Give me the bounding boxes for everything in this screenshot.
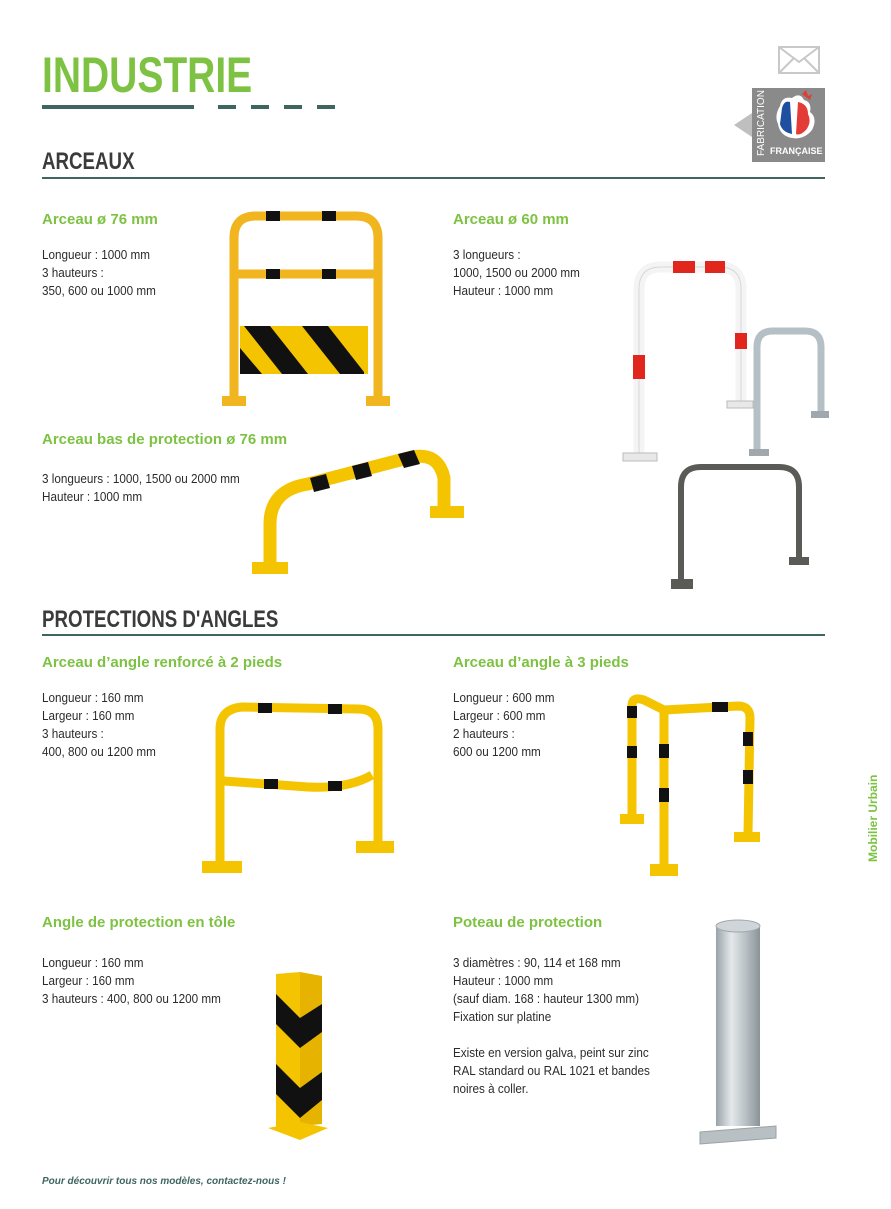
spec-line: 600 ou 1200 mm: [453, 744, 541, 759]
page-title: INDUSTRIE: [42, 47, 253, 103]
spec-line: 2 hauteurs :: [453, 726, 515, 741]
spec-line: Hauteur : 1000 mm: [453, 283, 554, 298]
product-title-arceau-60: Arceau ø 60 mm: [453, 211, 569, 228]
spec-line: noires à coller.: [453, 1081, 529, 1096]
product-title-poteau: Poteau de protection: [453, 914, 603, 931]
section-divider: [42, 634, 825, 636]
spec-line: Existe en version galva, peint sur zinc: [453, 1045, 649, 1060]
spec-line: Longueur : 160 mm: [42, 690, 144, 705]
spec-line: (sauf diam. 168 : hauteur 1300 mm): [453, 991, 640, 1006]
product-specs-arceau-60: [453, 246, 580, 300]
spec-line: Fixation sur platine: [453, 1009, 552, 1024]
side-category-label: [866, 762, 880, 862]
spec-line: 400, 800 ou 1200 mm: [42, 744, 156, 759]
product-specs-angle-2-pieds: [42, 689, 156, 761]
section-title-arceaux: ARCEAUX: [42, 148, 135, 175]
spec-line: 3 longueurs :: [453, 247, 521, 262]
arceau-bas-image: [248, 448, 468, 580]
product-specs-arceau-76: [42, 246, 156, 300]
spec-line: Largeur : 160 mm: [42, 973, 135, 988]
product-specs-angle-3-pieds: [453, 689, 554, 761]
badge-line2: FRANÇAISE: [770, 146, 823, 156]
spec-line: 3 hauteurs :: [42, 265, 104, 280]
spec-line: Longueur : 600 mm: [453, 690, 555, 705]
spec-line: 350, 600 ou 1000 mm: [42, 283, 156, 298]
title-underline: [42, 105, 194, 109]
title-dash: [284, 105, 302, 109]
spec-line: Largeur : 160 mm: [42, 708, 135, 723]
fabrication-francaise-badge: [752, 88, 825, 162]
product-title-angle-3-pieds: Arceau d’angle à 3 pieds: [453, 654, 629, 671]
envelope-icon[interactable]: [778, 46, 820, 74]
spec-line: Hauteur : 1000 mm: [453, 973, 554, 988]
spec-line: 3 hauteurs : 400, 800 ou 1200 mm: [42, 991, 221, 1006]
spec-line: Largeur : 600 mm: [453, 708, 546, 723]
spec-line: Hauteur : 1000 mm: [42, 489, 143, 504]
spec-line: Longueur : 160 mm: [42, 955, 144, 970]
spec-line: 3 diamètres : 90, 114 et 168 mm: [453, 955, 621, 970]
spec-line: 3 longueurs : 1000, 1500 ou 2000 mm: [42, 471, 240, 486]
arceau-76-image: [218, 208, 390, 410]
title-dash: [317, 105, 335, 109]
product-specs-arceau-bas: [42, 470, 240, 506]
product-title-arceau-76: Arceau ø 76 mm: [42, 211, 158, 228]
product-title-arceau-bas: Arceau bas de protection ø 76 mm: [42, 431, 288, 448]
badge-line1: FABRICATION: [756, 90, 767, 156]
angle-tole-image: [266, 968, 330, 1144]
spec-line: Longueur : 1000 mm: [42, 247, 150, 262]
product-title-angle-tole: Angle de protection en tôle: [42, 914, 236, 931]
product-specs-poteau: [453, 954, 650, 1098]
angle-2-pieds-image: [198, 695, 398, 880]
spec-line: 1000, 1500 ou 2000 mm: [453, 265, 580, 280]
spec-line: [453, 1026, 650, 1044]
footer-contact-note: Pour découvrir tous nos modèles, contactez-nous !: [42, 1176, 286, 1187]
angle-3-pieds-image: [618, 688, 768, 880]
badge-arrow: [734, 113, 752, 137]
spec-line: RAL standard ou RAL 1021 et bandes: [453, 1063, 650, 1078]
title-dash: [218, 105, 236, 109]
product-title-angle-2-pieds: Arceau d’angle renforcé à 2 pieds: [42, 654, 283, 671]
arceau-60-image: [615, 255, 835, 595]
section-divider: [42, 177, 825, 179]
title-dash: [251, 105, 269, 109]
side-category-text: Mobilier Urbain: [866, 774, 880, 862]
product-specs-angle-tole: [42, 954, 221, 1008]
poteau-image: [696, 918, 780, 1150]
section-title-protections-angles: PROTECTIONS D'ANGLES: [42, 606, 279, 633]
spec-line: 3 hauteurs :: [42, 726, 104, 741]
